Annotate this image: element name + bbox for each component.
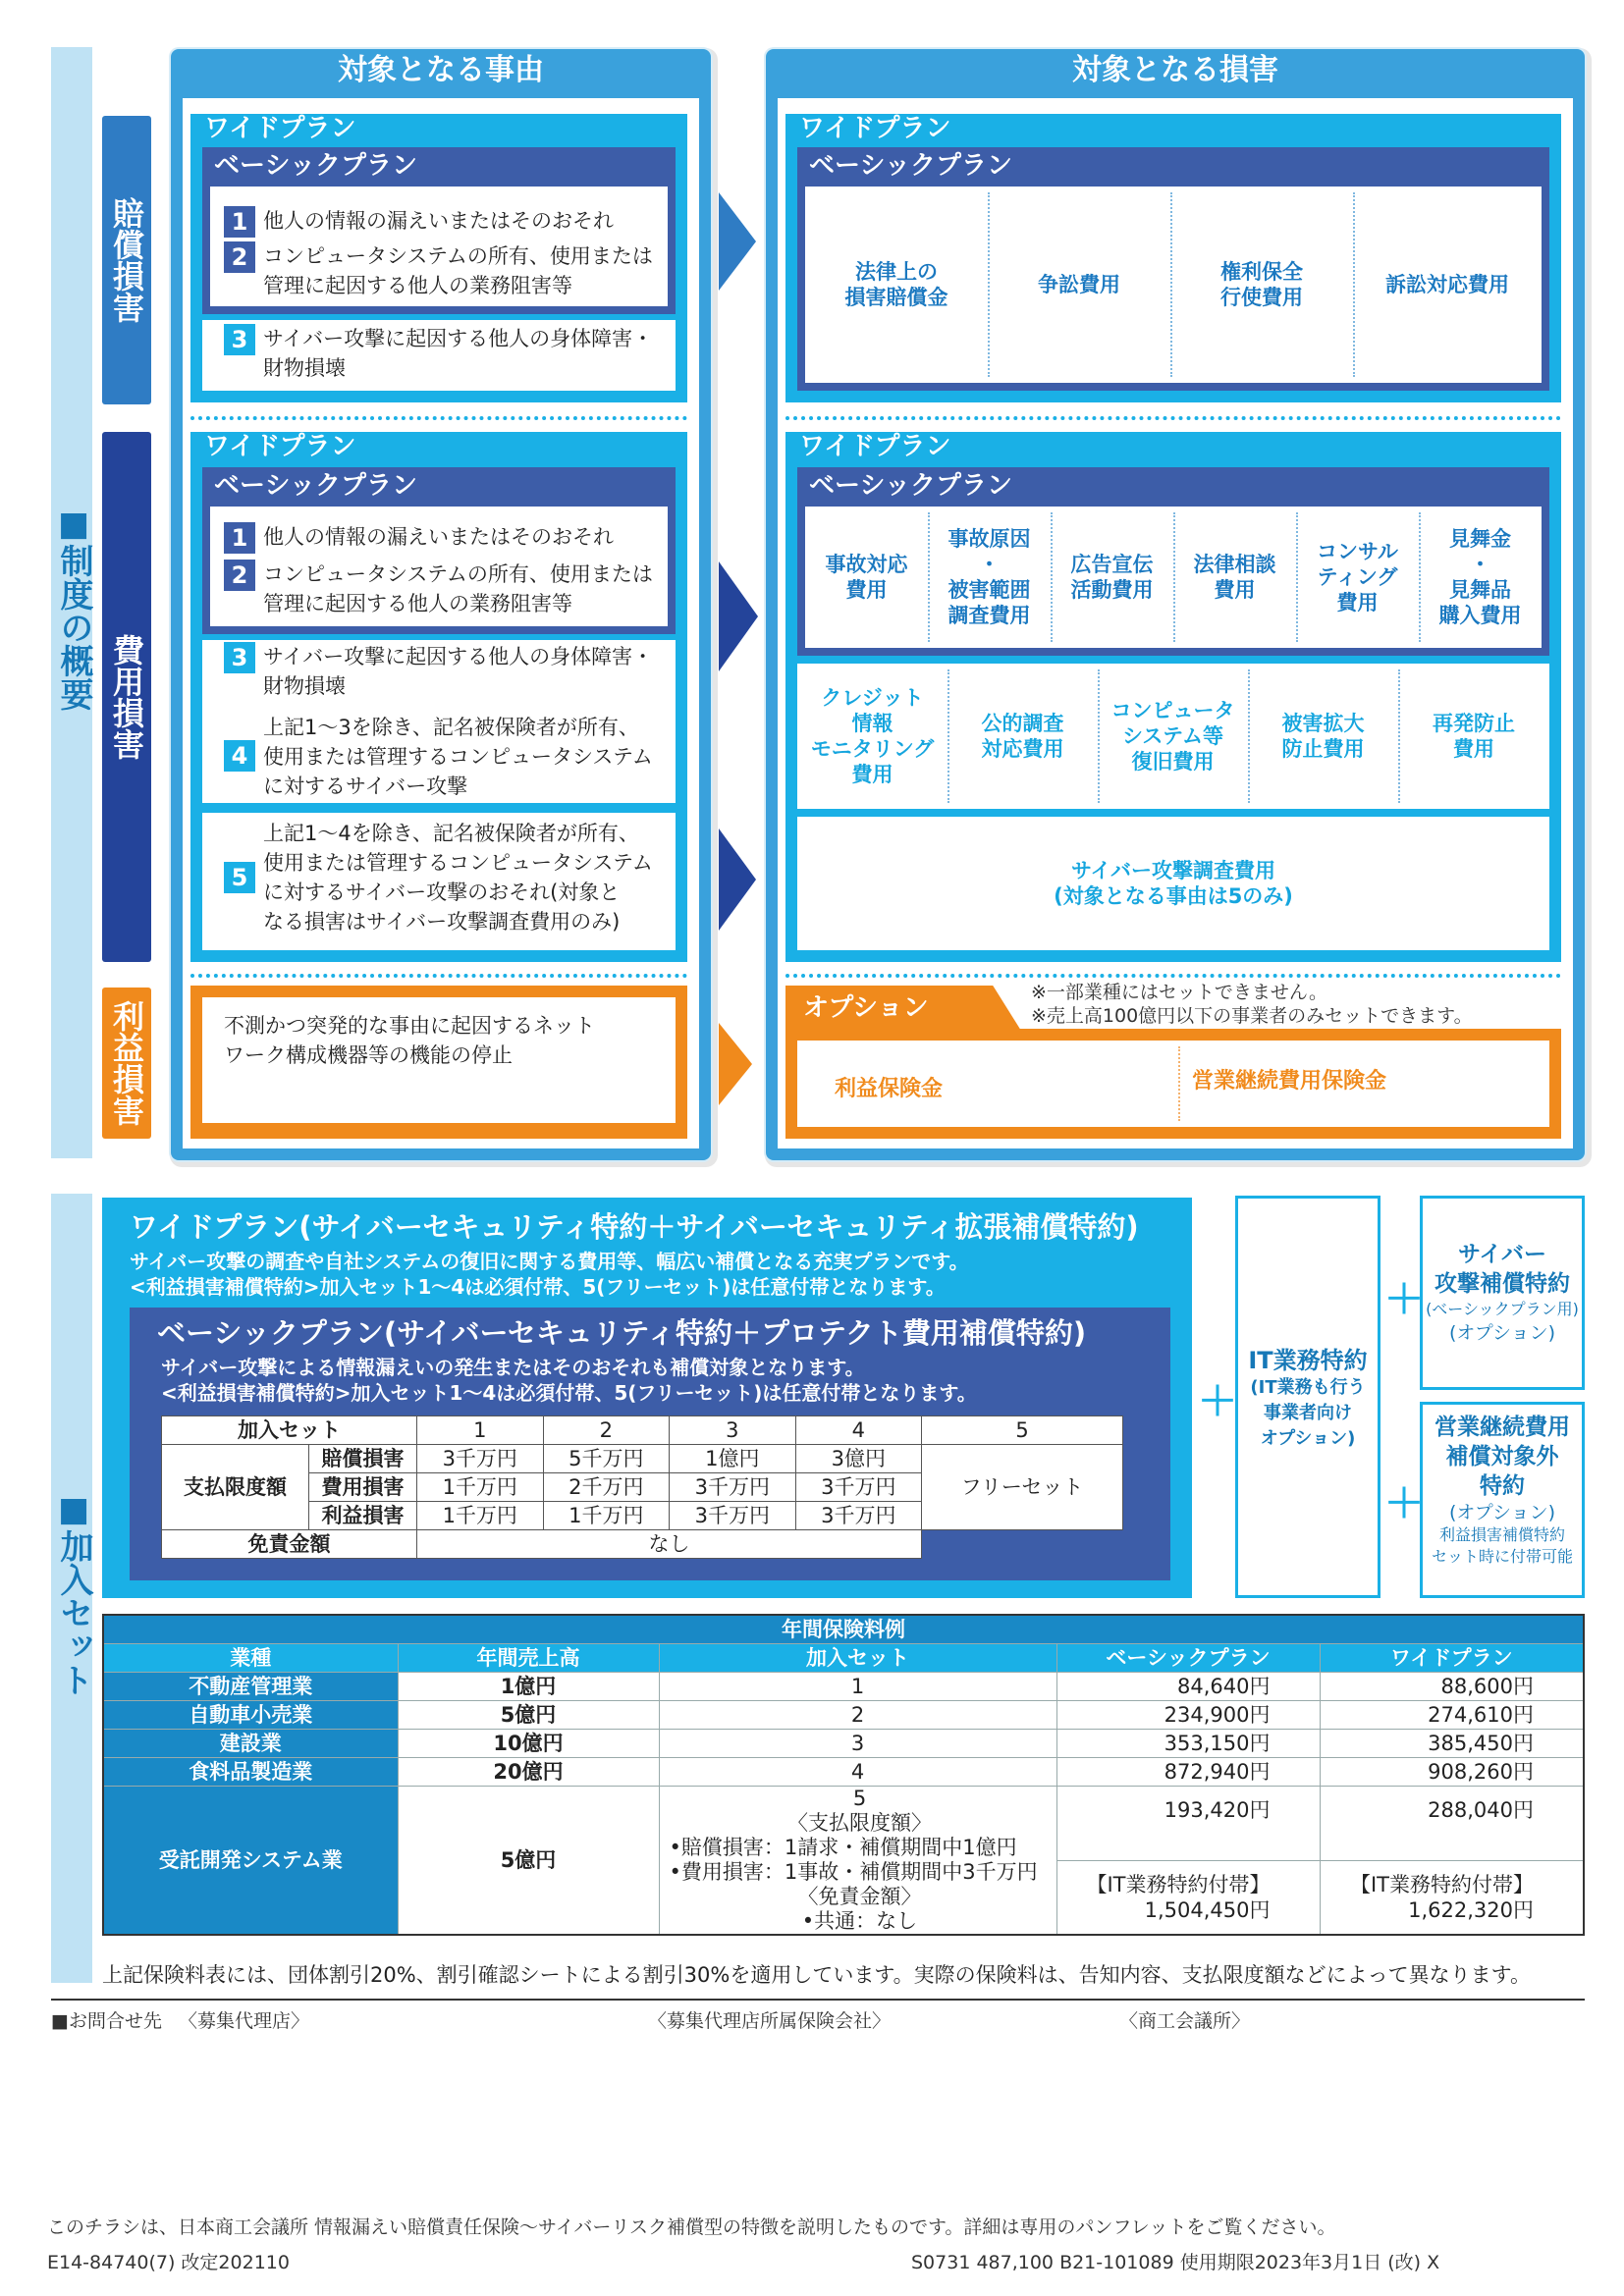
- basic-plan-title: ベーシックプラン(サイバーセキュリティ特約＋プロテクト費用補償特約): [157, 1316, 1087, 1350]
- arrow-profit: [719, 1023, 752, 1105]
- liability-cause-3: 3 サイバー攻撃に起因する他人の身体障害・ 財物損壊: [224, 324, 666, 383]
- contact-label: ■お問合せ先: [51, 2010, 162, 2032]
- liability-causes-basic-tab: ベーシックプラン: [214, 151, 417, 181]
- damage-incident-response: 事故対応 費用: [825, 553, 908, 602]
- row-label-liability: 賠償損害: [102, 116, 151, 404]
- contact-chamber: 〈商工会議所〉: [1119, 2010, 1251, 2032]
- liability-causes-wide-tab: ワイドプラン: [204, 114, 356, 143]
- plus-business: ＋: [1384, 1481, 1424, 1526]
- profit-option-label: オプション: [803, 993, 929, 1023]
- wide-plan-desc-2: <利益損害補償特約>加入セット1～4は必須付帯、5(フリーセット)は任意付帯となります。: [130, 1275, 946, 1299]
- cyber-rider-title: サイバー 攻撃補償特約: [1435, 1242, 1570, 1297]
- row-label-expense: 費用損害: [102, 432, 151, 962]
- table-row: 受託開発システム業 5億円 5 〈支払限度額〉 •賠償損害：1請求・補償期間中1億円 •費用損害：1事故・補償期間中3千万円 〈免責金額〉 •共通：なし 193,420円 288,040円: [103, 1787, 1584, 1861]
- expense-cause-2: 2 コンピュータシステムの所有、使用または 管理に起因する他人の業務阻害等: [224, 560, 666, 618]
- damage-cyber-investigation: サイバー攻撃調査費用 (対象となる事由は5のみ): [1054, 859, 1293, 908]
- damage-credit-monitoring: クレジット 情報 モニタリング 費用: [810, 686, 935, 786]
- expense-damages-wide-tab: ワイドプラン: [799, 432, 951, 461]
- cyber-rider-sub: (ベーシックプラン用): [1426, 1300, 1579, 1318]
- table-row: 建設業 10億円 3 353,150円 385,450円: [103, 1730, 1584, 1758]
- plus-it: ＋: [1198, 1379, 1237, 1424]
- damage-condolence: 見舞金 ・ 見舞品 購入費用: [1438, 527, 1522, 627]
- set-table: 加入セット 1 2 3 4 5 支払限度額 賠償損害 3千万円 5千万円 1億円 3億円 フリーセット 費用損害 1千万円 2千万円 3千万円 3千万円 利益損害 1千万円 1千万円 3千万円 3千万円 免責金額 なし: [161, 1415, 1123, 1559]
- premium-note: 上記保険料表には、団体割引20%、割引確認シートによる割引30%を適用しています。実際の保険料は、告知内容、支払限度額などによって異なります。: [102, 1963, 1531, 1987]
- it-rider-title: IT業務特約: [1248, 1347, 1368, 1374]
- damage-legal-consult: 法律相談 費用: [1193, 553, 1276, 602]
- contact-insurer: 〈募集代理店所属保険会社〉: [648, 2010, 892, 2032]
- expense-cause-1: 1 他人の情報の漏えいまたはそのおそれ: [224, 522, 666, 554]
- business-rider-title: 営業継続費用 補償対象外 特約: [1435, 1415, 1570, 1499]
- it-rider-box: [1235, 1196, 1380, 1598]
- table-row: 自動車小売業 5億円 2 234,900円 274,610円: [103, 1701, 1584, 1730]
- damage-consulting: コンサル ティング 費用: [1317, 540, 1398, 614]
- table-row: 不動産管理業 1億円 1 84,640円 88,600円: [103, 1673, 1584, 1701]
- expense-cause-3: 3 サイバー攻撃に起因する他人の身体障害・ 財物損壊: [224, 642, 666, 701]
- damage-lawsuit-response: 訴訟対応費用: [1385, 273, 1509, 296]
- basic-plan-desc-2: <利益損害補償特約>加入セット1～4は必須付帯、5(フリーセット)は任意付帯となります。: [161, 1381, 977, 1405]
- damages-header: 対象となる損害: [1072, 53, 1278, 87]
- enroll-section-label: ■加入セット: [51, 1194, 92, 1983]
- damage-advertising: 広告宣伝 活動費用: [1070, 553, 1154, 602]
- expense-damages-basic-tab: ベーシックプラン: [809, 471, 1012, 501]
- business-continuity-rider-box: [1420, 1402, 1585, 1598]
- liability-damages-basic-tab: ベーシックプラン: [809, 151, 1012, 181]
- profit-note-2: ※売上高100億円以下の事業者のみセットできます。: [1031, 1005, 1473, 1027]
- damage-investigation: 事故原因 ・ 被害範囲 調査費用: [947, 527, 1031, 627]
- damage-public-investigation: 公的調査 対応費用: [981, 712, 1064, 761]
- wide-plan-desc-1: サイバー攻撃の調査や自社システムの復旧に関する費用等、幅広い補償となる充実プランです。: [130, 1250, 969, 1273]
- damage-litigation: 争訟費用: [1038, 273, 1120, 296]
- damage-profit-insurance: 利益保険金: [835, 1077, 944, 1101]
- it-rider-sub: (IT業務も行う 事業者向け オプション): [1250, 1377, 1366, 1449]
- arrow-expense-5: [719, 828, 756, 931]
- expense-causes-wide-tab: ワイドプラン: [204, 432, 356, 461]
- overview-section-label: ■制度の概要: [51, 47, 92, 1158]
- premium-table: 年間保険料例 業種 年間売上高 加入セット ベーシックプラン ワイドプラン 不動産管理業 1億円 1 84,640円 88,600円 自動車小売業 5億円 2 234,900円 274,610円 建設業 10億円 3 353,150円 385,450円 食料品製造業 20億円 4 872,940円 908,260円 受託開発システム業 5億円 5 〈支払限度額〉 •賠償損害：1請求・補償期間中1億円 •費用損害：1事故・補償期間中3千万円 〈免責金額〉 •共通：なし 193,420円 288,040円 【IT業務特約付帯】 1,504,450円 【IT業務特約付帯】 1,622,320円: [102, 1614, 1585, 1936]
- causes-header: 対象となる事由: [338, 53, 544, 87]
- business-rider-sub: 利益損害補償特約 セット時に付帯可能: [1431, 1525, 1573, 1566]
- damage-spread-prevention: 被害拡大 防止費用: [1281, 712, 1365, 761]
- footer-code-left: E14-84740(7) 改定202110: [47, 2252, 290, 2273]
- footer-description: このチラシは、日本商工会議所 情報漏えい賠償責任保険～サイバーリスク補償型の特徴を説明したものです。詳細は専用のパンフレットをご覧ください。: [47, 2216, 1336, 2238]
- damage-rights-preservation: 権利保全 行使費用: [1220, 260, 1303, 309]
- damage-legal-compensation: 法律上の 損害賠償金: [844, 260, 948, 309]
- profit-note-1: ※一部業種にはセットできません。: [1031, 982, 1328, 1003]
- footer-code-right: S0731 487,100 B21-101089 使用期限2023年3月1日 (改) X: [911, 2252, 1440, 2273]
- liability-cause-1: 1 他人の情報の漏えいまたはそのおそれ: [224, 206, 666, 238]
- table-row: 食料品製造業 20億円 4 872,940円 908,260円: [103, 1758, 1584, 1787]
- expense-cause-5: 5 上記1～4を除き、記名被保険者が所有、 使用または管理するコンピュータシステム に対するサイバー攻撃のおそれ(対象と なる損害はサイバー攻撃調査費用のみ): [224, 819, 666, 936]
- table-row: 【IT業務特約付帯】 1,504,450円 【IT業務特約付帯】 1,622,320円: [103, 1861, 1584, 1936]
- damage-business-continuity: 営業継続費用保険金: [1192, 1069, 1387, 1094]
- premium-title: 年間保険料例: [103, 1615, 1584, 1644]
- plus-cyber: ＋: [1384, 1277, 1424, 1322]
- arrow-expense: [719, 561, 758, 671]
- wide-plan-title: ワイドプラン(サイバーセキュリティ特約＋サイバーセキュリティ拡張補償特約): [130, 1210, 1139, 1244]
- profit-cause-text: 不測かつ突発的な事由に起因するネット ワーク構成機器等の機能の停止: [224, 1014, 595, 1067]
- liability-cause-2: 2 コンピュータシステムの所有、使用または 管理に起因する他人の業務阻害等: [224, 241, 666, 300]
- contact-agent: 〈募集代理店〉: [179, 2010, 310, 2032]
- liability-damages-wide-tab: ワイドプラン: [799, 114, 951, 143]
- cyber-rider-option: (オプション): [1448, 1322, 1556, 1344]
- expense-cause-4: 4 上記1～3を除き、記名被保険者が所有、 使用または管理するコンピュータシステム に対するサイバー攻撃: [224, 713, 666, 801]
- expense-causes-basic-tab: ベーシックプラン: [214, 471, 417, 501]
- business-rider-option: (オプション): [1448, 1502, 1556, 1523]
- row-label-profit: 利益損害: [102, 988, 151, 1139]
- arrow-liability: [719, 192, 756, 291]
- basic-plan-desc-1: サイバー攻撃による情報漏えいの発生またはそのおそれも補償対象となります。: [161, 1356, 865, 1379]
- damage-system-recovery: コンピュータ システム等 復旧費用: [1110, 699, 1235, 774]
- damage-recurrence-prevention: 再発防止 費用: [1433, 712, 1515, 761]
- cyber-attack-rider-box: [1420, 1196, 1585, 1390]
